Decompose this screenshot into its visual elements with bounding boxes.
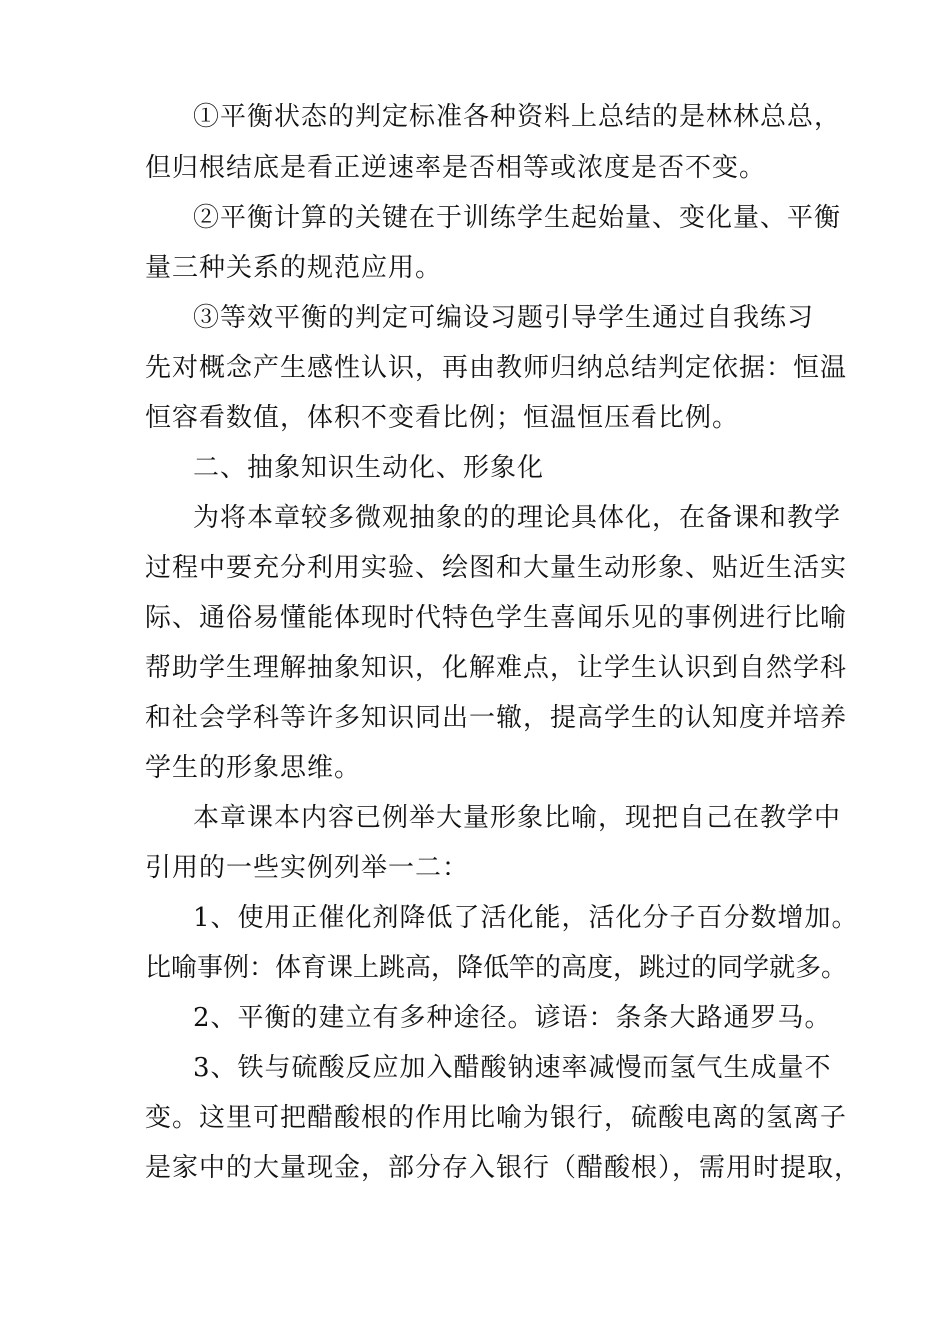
text-line: ①平衡状态的判定标准各种资料上总结的是林林总总， [193, 102, 842, 132]
text-line: 和社会学科等许多知识同出一辙，提高学生的认知度并培养 [145, 703, 848, 733]
text-line: 先对概念产生感性认识，再由教师归纳总结判定依据：恒温 [145, 353, 848, 383]
text-line: 为将本章较多微观抽象的的理论具体化，在备课和教学 [193, 503, 842, 533]
text-line: 是家中的大量现金，部分存入银行（醋酸根），需用时提取， [145, 1153, 862, 1183]
text-line: 帮助学生理解抽象知识，化解难点，让学生认识到自然学科 [145, 653, 848, 683]
text-line: 恒容看数值，体积不变看比例；恒温恒压看比例。 [145, 403, 740, 433]
text-line: 比喻事例：体育课上跳高，降低竿的高度，跳过的同学就多。 [145, 953, 848, 983]
text-line: 变。这里可把醋酸根的作用比喻为银行，硫酸电离的氢离子 [145, 1103, 848, 1133]
text-line: 但归根结底是看正逆速率是否相等或浓度是否不变。 [145, 153, 767, 183]
text-line: 际、通俗易懂能体现时代特色学生喜闻乐见的事例进行比喻 [145, 603, 848, 633]
text-line: 过程中要充分利用实验、绘图和大量生动形象、贴近生活实 [145, 553, 848, 583]
text-line: 学生的形象思维。 [145, 753, 362, 783]
text-line: 引用的一些实例列举一二： [145, 853, 470, 883]
text-line: 1、使用正催化剂降低了活化能，活化分子百分数增加。 [193, 903, 859, 933]
text-line: 2、平衡的建立有多种途径。谚语：条条大路通罗马。 [193, 1003, 832, 1033]
text-line: ②平衡计算的关键在于训练学生起始量、变化量、平衡 [193, 203, 842, 233]
text-line: 量三种关系的规范应用。 [145, 253, 443, 283]
text-line: 3、铁与硫酸反应加入醋酸钠速率减慢而氢气生成量不 [193, 1053, 832, 1083]
text-line: 本章课本内容已例举大量形象比喻，现把自己在教学中 [193, 803, 842, 833]
text-line: ③等效平衡的判定可编设习题引导学生通过自我练习 [193, 303, 815, 333]
section-heading: 二、抽象知识生动化、形象化 [193, 453, 545, 483]
